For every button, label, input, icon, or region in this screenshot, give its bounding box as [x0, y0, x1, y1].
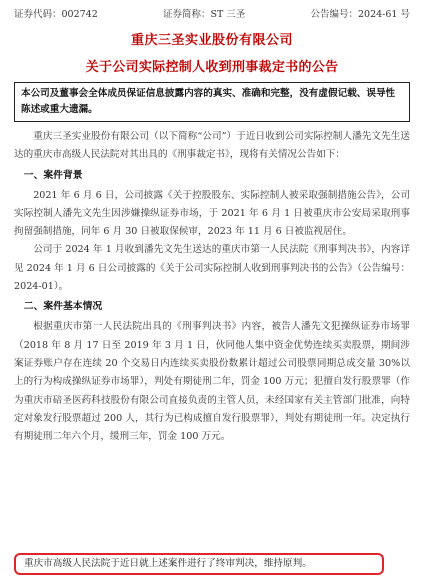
- section-2-heading: 二、案件基本情况: [23, 301, 103, 313]
- section-1-paragraph-1: 2021 年 6 月 6 日，公司披露《关于控股股东、实际控制人被采取强制措施公告》，公司实际控制人潘先文先生因涉嫌操纵证券市场，于 2021 年 6 月 1 日被重庆市公安局采取刑事拘留强制措施，同年 6 月 30 日被取保候审，2023 年 11 月 6 日被监视居住。: [14, 189, 410, 238]
- announcement-body: [14, 128, 410, 446]
- verdict-highlight-box: 重庆市高级人民法院于近日就上述案件进行了终审判决，维持原判。: [14, 553, 384, 575]
- section-1-paragraph-2: 公司于 2024 年 1 月收到潘先文先生送达的重庆市第一人民法院《刑事判决书》，内容详见 2024 年 1 月 6 日公司披露的《关于公司实际控制人收到刑事判决书的公告》（公告编号：2024-01）。: [14, 244, 410, 293]
- company-name: 重庆三圣实业股份有限公司: [130, 33, 293, 48]
- announcement-title: 关于公司实际控制人收到刑事裁定书的公告: [85, 60, 339, 75]
- board-notice-box: 本公司及董事会全体成员保证信息披露内容的真实、准确和完整，没有虚假记载、误导性陈述或重大遗漏。: [14, 82, 410, 122]
- stock-code: 证券代码：002742: [14, 9, 98, 20]
- announcement-meta: [14, 6, 410, 22]
- stock-name: 证券简称：ST 三圣: [162, 9, 246, 20]
- section-1-heading: 一、案件背景: [23, 169, 83, 181]
- intro-paragraph: 重庆三圣实业股份有限公司（以下简称“公司”）于近日收到公司实际控制人潘先文先生送达的重庆市高级人民法院对其出具的《刑事裁定书》，现将有关情况公告如下：: [14, 131, 410, 161]
- announcement-number: 公告编号：2024-61 号: [310, 9, 410, 20]
- section-2-paragraph-1: 根据重庆市第一人民法院出具的《刑事判决书》内容，被告人潘先文犯操纵证券市场罪（2018 年 8 月 17 日至 2019 年 3 月 1 日，伙同他人集中资金优势连续买卖股票，期间涉案证券账户存在连续 20 个交易日内连续买卖股份数累计超过公司股票同期总成交量 30%以上的行为构成操纵证券市场罪），判处有期徒刑二年，罚金 100 万元；犯擅自发行股票罪（作为重庆市碚圣医药科技股份有限公司直接负责的主管人员，未经国家有关主管部门批准，向特定对象发行股票超过 200 人，其行为已构成擅自发行股票罪），判处有期徒刑一年。决定执行有期徒刑二年六个月，缓刑三年，罚金 100 万元。: [14, 321, 410, 443]
